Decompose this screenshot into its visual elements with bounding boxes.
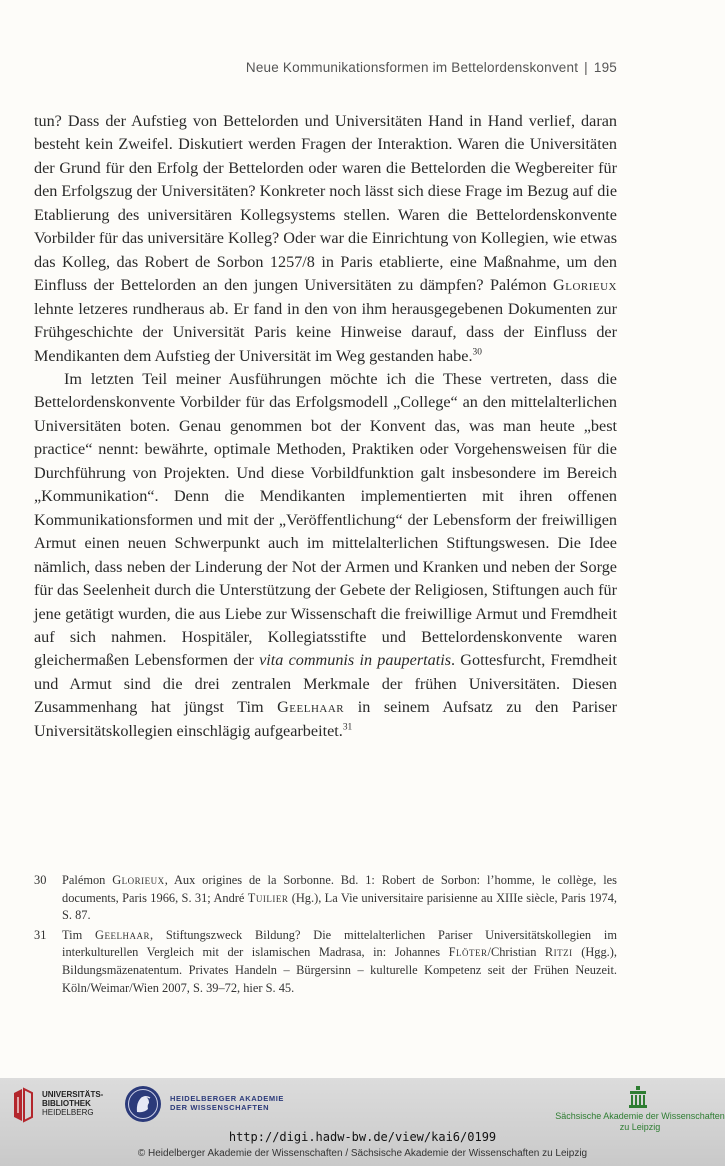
paragraph-2-text-b: . Gottesfurcht, Fremdheit und Armut sind die drei zentralen Merkmale der frühen Universitäten. Diesen Zusammenhang hat jüngst Tim [34, 651, 617, 717]
fn30-text-b: , Aux origines de la Sorbonne. Bd. 1: Robert de Sorbon: l’homme, le collège, les documents, Paris 1966, S. 31; André [62, 873, 617, 905]
latin-phrase: vita communis in paupertatis [259, 651, 452, 670]
page-number: 195 [593, 60, 617, 75]
heidelberg-academy-name[interactable] [170, 1094, 284, 1112]
copyright-notice: © Heidelberger Akademie der Wissenschaften / Sächsische Akademie der Wissenschaften zu Leipzig [137, 1148, 588, 1159]
sa-line-2: zu Leipzig [619, 1122, 661, 1132]
fn31-text-d: (Hgg.), Bildungsmäzenatentum. Privates Handeln – Bürgersinn – kulturelle Kompetenz seit der Frühen Neuzeit. Köln/Weimar/Wien 2007, S. 39–72, hier S. 45. [62, 945, 617, 995]
footnote-30 [34, 872, 617, 925]
paragraph-1-text-a: tun? Dass der Aufstieg von Bettelorden und Universitäten Hand in Hand verlief, daran besteht kein Zweifel. Diskutiert werden Fragen der Interaktion. Waren die Universitäten der Grund für den Erfolg der Bettelorden oder waren die Bettelorden die Wegbereiter für den Erfolgszug der Universitäten? Konkreter noch lässt sich diese Frage im Bezug auf die Etablierung des universitären Kollegsystems stellen. Waren die Bettelordenskonvente Vorbilder für das universitäre Kolleg? Oder war die Einrichtung von Kollegien, wie etwas das Kolleg, das Robert de Sorbon 1257/8 in Paris etablierte, eine Maßnahme, um den Einfluss der Bettelorden an den jungen Universitäten zu dämpfen? Palémon [34, 112, 618, 295]
author-name: Glorieux [553, 276, 617, 295]
paragraph-2-text-a: Im letzten Teil meiner Ausführungen möchte ich die These vertreten, dass die Bettelordenskonvente Vorbilder für das Erfolgsmodell „College“ an den mittelalterlichen Universitäten boten. Genau genommen bot der Konvent das, was man heute „best practice“ nennt: bewährte, optimale Methoden, Praktiken oder Vorgehensweisen für die Durchführung von Projekten. Und diese Vorbildfunktion galt insbesondere im Bereich „Kommunikation“. Denn die Mendikanten implementierten mit ihren offenen Kommunikationsformen und mit der „Veröffentlichung“ der Lebensform der freiwilligen Armut einen neuen Schwerpunkt auch im mittelalterlichen Stiftungswesen. Die Idee nämlich, dass neben der Linderung der Not der Armen und Kranken und neben der Sorge für das Seelenheit durch die Unterstützung der Gebete der Religiosen, Stiftungen auch für jene getätigt wurden, die aus Liebe zur Wissenschaft die freiwillige Armut und Fremdheit auf sich nahmen. Hospitäler, Kollegiatsstifte und Bettelordenskonvente waren gleichermaßen Lebensformen der [34, 369, 617, 670]
author-name: Ritzi [544, 945, 573, 960]
fn31-text-c: /Christian [487, 945, 545, 960]
hd-line-2: DER WISSENSCHAFTEN [170, 1103, 270, 1112]
saxon-academy-building-icon[interactable] [628, 1086, 648, 1108]
ub-line-2: BIBLIOTHEK [42, 1099, 91, 1108]
academy-seal-icon[interactable] [124, 1085, 162, 1123]
running-head [246, 60, 617, 75]
author-name: Geelhaar [95, 927, 150, 942]
footnotes [34, 872, 617, 999]
paragraph-2 [34, 368, 617, 743]
university-library-name[interactable] [42, 1090, 103, 1117]
university-library-logo-icon[interactable] [10, 1087, 36, 1123]
paragraph-2-text-c: in seinem Aufsatz zu den Pariser Universitätskollegien einschlägig aufgearbeitet. [34, 698, 617, 740]
paragraph-1-text-b: lehnte letzeres rundheraus ab. Er fand in den von ihm herausgegebenen Dokumenten zur Frühgeschichte der Universität Paris keine Hinweise darauf, dass der Einfluss der Mendikanten dem Aufstieg der Universität im Weg gestanden habe. [34, 299, 617, 365]
ub-line-1: UNIVERSITÄTS- [42, 1090, 104, 1099]
footnote-text [62, 927, 617, 997]
main-text [34, 110, 617, 743]
fn30-text-c: (Hg.), La Vie universitaire parisienne au XIIIe siècle, Paris 1974, S. 87. [62, 890, 617, 923]
running-head-separator: | [584, 60, 588, 75]
viewer-footer [0, 1078, 725, 1166]
fn30-text-a: Palémon [62, 873, 113, 887]
footnote-31 [34, 927, 617, 997]
footnote-text [62, 872, 617, 925]
sa-line-1: Sächsische Akademie der Wissenschaften [555, 1111, 725, 1121]
permalink-url[interactable]: http://digi.hadw-bw.de/view/kai6/0199 [228, 1130, 497, 1144]
footnote-number: 31 [34, 927, 47, 942]
author-name: Flöter [448, 945, 488, 960]
running-head-title: Neue Kommunikationsformen im Bettelordenskonvent [245, 60, 579, 75]
footnote-ref-31[interactable]: 31 [342, 722, 353, 733]
author-name: Glorieux [112, 873, 165, 887]
hd-line-1: HEIDELBERGER AKADEMIE [170, 1094, 284, 1103]
footnote-number: 30 [34, 873, 47, 887]
paragraph-1 [34, 110, 617, 368]
footnote-ref-30[interactable]: 30 [472, 347, 482, 358]
author-name: Tuilier [247, 890, 289, 905]
fn31-text-b: , Stiftungszweck Bildung? Die mittelalterlichen Pariser Universitätskollegien im interkulturellen Vergleich mit der islamischen Madrasa, in: Johannes [62, 927, 617, 960]
fn31-text-a: Tim [62, 927, 96, 942]
ub-line-3: HEIDELBERG [42, 1108, 94, 1117]
author-name: Geelhaar [277, 698, 345, 717]
